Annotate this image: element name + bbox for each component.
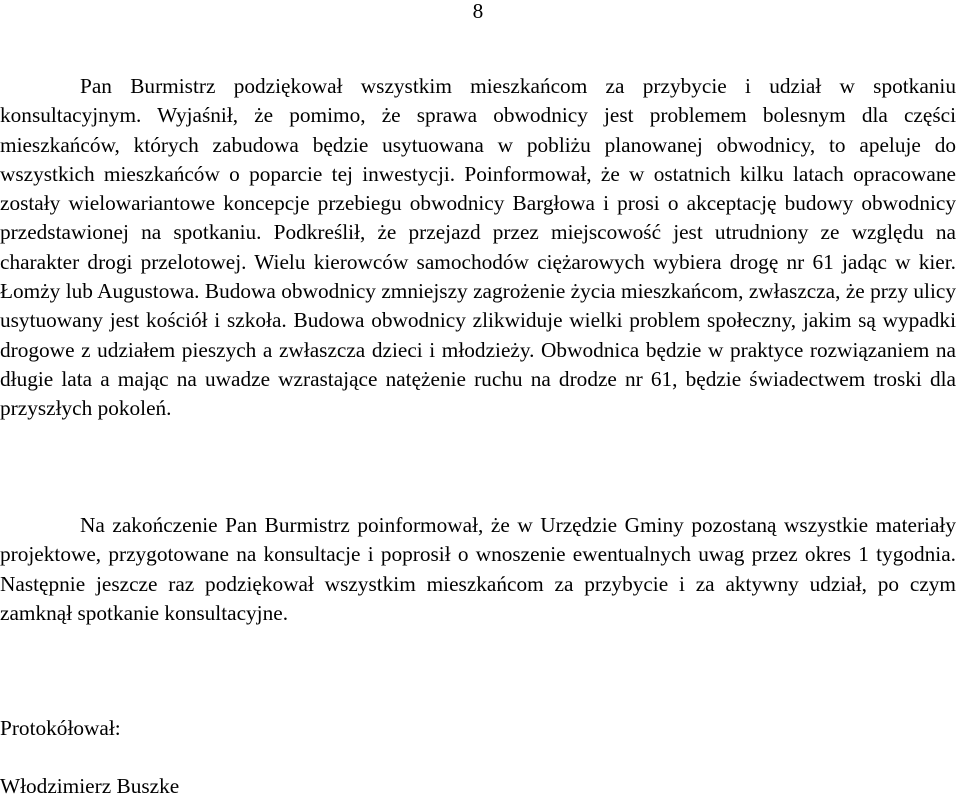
paragraph-conclusion bbox=[0, 511, 956, 628]
paragraph-text: Pan Burmistrz podziękował wszystkim mieszkańcom za przybycie i udział w spotkaniu konsultacyjnym. Wyjaśnił, że pomimo, że sprawa obwodnicy jest problemem bolesnym dla części mieszkańców, których zabudowa będzie usytuowana w pobliżu planowanej obwodnicy, to apeluje do wszystkich mieszkańców o poparcie tej inwestycji. Poinformował, że w ostatnich kilku latach opracowane zostały wielowariantowe koncepcje przebiegu obwodnicy Bargłowa i prosi o akceptację budowy obwodnicy przedstawionej na spotkaniu. Podkreślił, że przejazd przez miejscowość jest utrudniony ze względu na charakter drogi przelotowej. Wielu kierowców samochodów ciężarowych wybiera drogę nr 61 jadąc w kier. Łomży lub Augustowa. Budowa obwodnicy zmniejszy zagrożenie życia mieszkańcom, zwłaszcza, że przy ulicy usytuowany jest kościół i szkoła. Budowa obwodnicy zlikwiduje wielki problem społeczny, jakim są wypadki drogowe z udziałem pieszych a zwłaszcza dzieci i młodzieży. Obwodnica będzie w praktyce rozwiązaniem na długie lata a mając na uwadze wzrastające natężenie ruchu na drodze nr 61, będzie świadectwem troski dla przyszłych pokoleń. bbox=[0, 74, 956, 421]
signature-name: Włodzimierz Buszke bbox=[0, 774, 180, 798]
paragraph-closing-remarks bbox=[0, 72, 956, 424]
page-number: 8 bbox=[472, 0, 484, 23]
signature-label: Protokółował: bbox=[0, 716, 121, 740]
paragraph-text: Na zakończenie Pan Burmistrz poinformował, że w Urzędzie Gminy pozostaną wszystkie materiały projektowe, przygotowane na konsultacje i poprosił o wnoszenie ewentualnych uwag przez okres 1 tygodnia. Następnie jeszcze raz podziękował wszystkim mieszkańcom za przybycie i za aktywny udział, po czym zamknął spotkanie konsultacyjne. bbox=[0, 513, 956, 625]
